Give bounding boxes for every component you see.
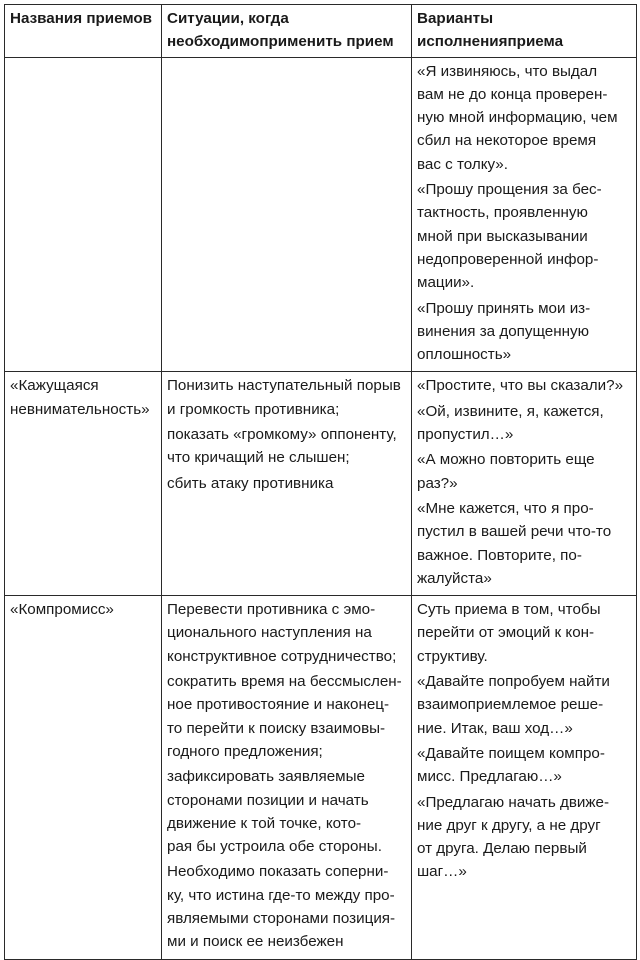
header-situations [162, 5, 412, 58]
header-line: Ситуации, когда необходимо [167, 10, 289, 51]
text-line: «Прошу прощения за бес- [417, 181, 602, 199]
header-line: приема [507, 33, 564, 51]
technique-name-cell [5, 372, 162, 596]
text-line: тактность, проявленную [417, 204, 588, 222]
text-line: винения за допущенную [417, 322, 589, 340]
text-line: пустил в вашей речи что-то [417, 523, 612, 541]
text-line: перейти от эмоций к кон- [417, 624, 595, 642]
text-line: важное. Повторите, по- [417, 546, 582, 564]
text-line: сократить время на бессмыслен- [167, 673, 402, 691]
text-line: «Предлагаю начать движе- [417, 793, 610, 811]
paragraph [10, 598, 157, 621]
text-line: сбить атаку противника [167, 474, 334, 492]
text-line: ние. Итак, ваш ход…» [417, 719, 573, 737]
techniques-table [4, 4, 637, 960]
text-line: «Прошу принять мои из- [417, 299, 591, 317]
paragraph [417, 497, 632, 590]
text-line: ние друг к другу, а не друг [417, 816, 601, 834]
text-line: ку, что истина где-то между про- [167, 886, 395, 904]
text-line: годного предложения; [167, 742, 323, 760]
text-line: жалуйста» [417, 569, 492, 587]
text-line: являемыми сторонами позиция- [167, 909, 396, 927]
text-line: ное противостояние и наконец- [167, 696, 390, 714]
text-line: Перевести противника с эмо- [167, 601, 376, 619]
text-line: от друга. Делаю первый [417, 840, 587, 858]
header-row [5, 5, 637, 58]
variants-cell [412, 596, 637, 959]
text-line: раз?» [417, 474, 458, 492]
text-line: зафиксировать заявляемые [167, 768, 365, 786]
text-line: сторонами позиции и начать [167, 791, 369, 809]
text-line: то перейти к поиску взаимовы- [167, 719, 386, 737]
situations-cell [162, 372, 412, 596]
text-line: мной при высказывании [417, 227, 588, 245]
paragraph [417, 791, 632, 884]
text-line: «Мне кажется, что я про- [417, 499, 594, 517]
text-line: ми и поиск ее неизбежен [167, 933, 344, 951]
paragraph [417, 448, 632, 495]
text-line: недопроверенной инфор- [417, 250, 599, 268]
text-line: «А можно повторить еще [417, 451, 595, 469]
header-line: Названия приемов [10, 10, 153, 27]
technique-name-cell [5, 57, 162, 372]
text-line: ционального наступления на [167, 624, 372, 642]
paragraph [417, 178, 632, 294]
paragraph [417, 670, 632, 740]
text-line: вас с толку». [417, 155, 508, 173]
text-line: ную мной информацию, чем [417, 109, 618, 127]
text-line: «Давайте поищем компро- [417, 744, 605, 762]
paragraph [417, 60, 632, 176]
paragraph [417, 374, 632, 397]
text-line: Необходимо показать соперни- [167, 863, 389, 881]
text-line: мации». [417, 274, 475, 292]
situations-cell [162, 596, 412, 959]
paragraph [167, 423, 407, 470]
table-row [5, 57, 637, 372]
paragraph [417, 598, 632, 668]
situations-cell [162, 57, 412, 372]
technique-name-cell [5, 596, 162, 959]
text-line: невнимательность» [10, 400, 150, 418]
paragraph [10, 374, 157, 421]
paragraph [417, 297, 632, 367]
text-line: «Простите, что вы сказали?» [417, 377, 624, 395]
header-variants [412, 5, 637, 58]
header-line: применить прием [259, 33, 394, 51]
text-line: сбил на некоторое время [417, 132, 597, 150]
text-line: Понизить наступательный порыв [167, 377, 401, 395]
text-line: мисс. Предлагаю…» [417, 768, 562, 786]
table-row [5, 596, 637, 959]
text-line: пропустил…» [417, 426, 514, 444]
paragraph [417, 400, 632, 447]
paragraph [167, 374, 407, 421]
paragraph [167, 765, 407, 858]
text-line: что кричащий не слышен; [167, 449, 350, 467]
paragraph [417, 742, 632, 789]
table-body [5, 57, 637, 959]
header-technique-names [5, 5, 162, 58]
text-line: «Кажущаяся [10, 377, 99, 395]
text-line: структиву. [417, 647, 488, 665]
text-line: Суть приема в том, чтобы [417, 601, 601, 619]
paragraph [167, 472, 407, 495]
text-line: «Давайте попробуем найти [417, 673, 610, 691]
header-line: Варианты исполнения [417, 10, 508, 51]
table-row [5, 372, 637, 596]
text-line: шаг…» [417, 863, 467, 881]
variants-cell [412, 372, 637, 596]
text-line: конструктивное сотрудничество; [167, 647, 397, 665]
text-line: и громкость противника; [167, 400, 340, 418]
variants-cell [412, 57, 637, 372]
text-line: взаимоприемлемое реше- [417, 696, 604, 714]
text-line: рая бы устроила обе стороны. [167, 838, 382, 856]
paragraph [167, 670, 407, 763]
text-line: оплошность» [417, 346, 512, 364]
text-line: вам не до конца проверен- [417, 85, 608, 103]
paragraph [167, 860, 407, 953]
text-line: «Компромисс» [10, 601, 114, 619]
text-line: движение к той точке, кото- [167, 814, 362, 832]
text-line: «Я извиняюсь, что выдал [417, 62, 598, 80]
paragraph [167, 598, 407, 668]
text-line: «Ой, извините, я, кажется, [417, 402, 604, 420]
text-line: показать «громкому» оппоненту, [167, 426, 397, 444]
